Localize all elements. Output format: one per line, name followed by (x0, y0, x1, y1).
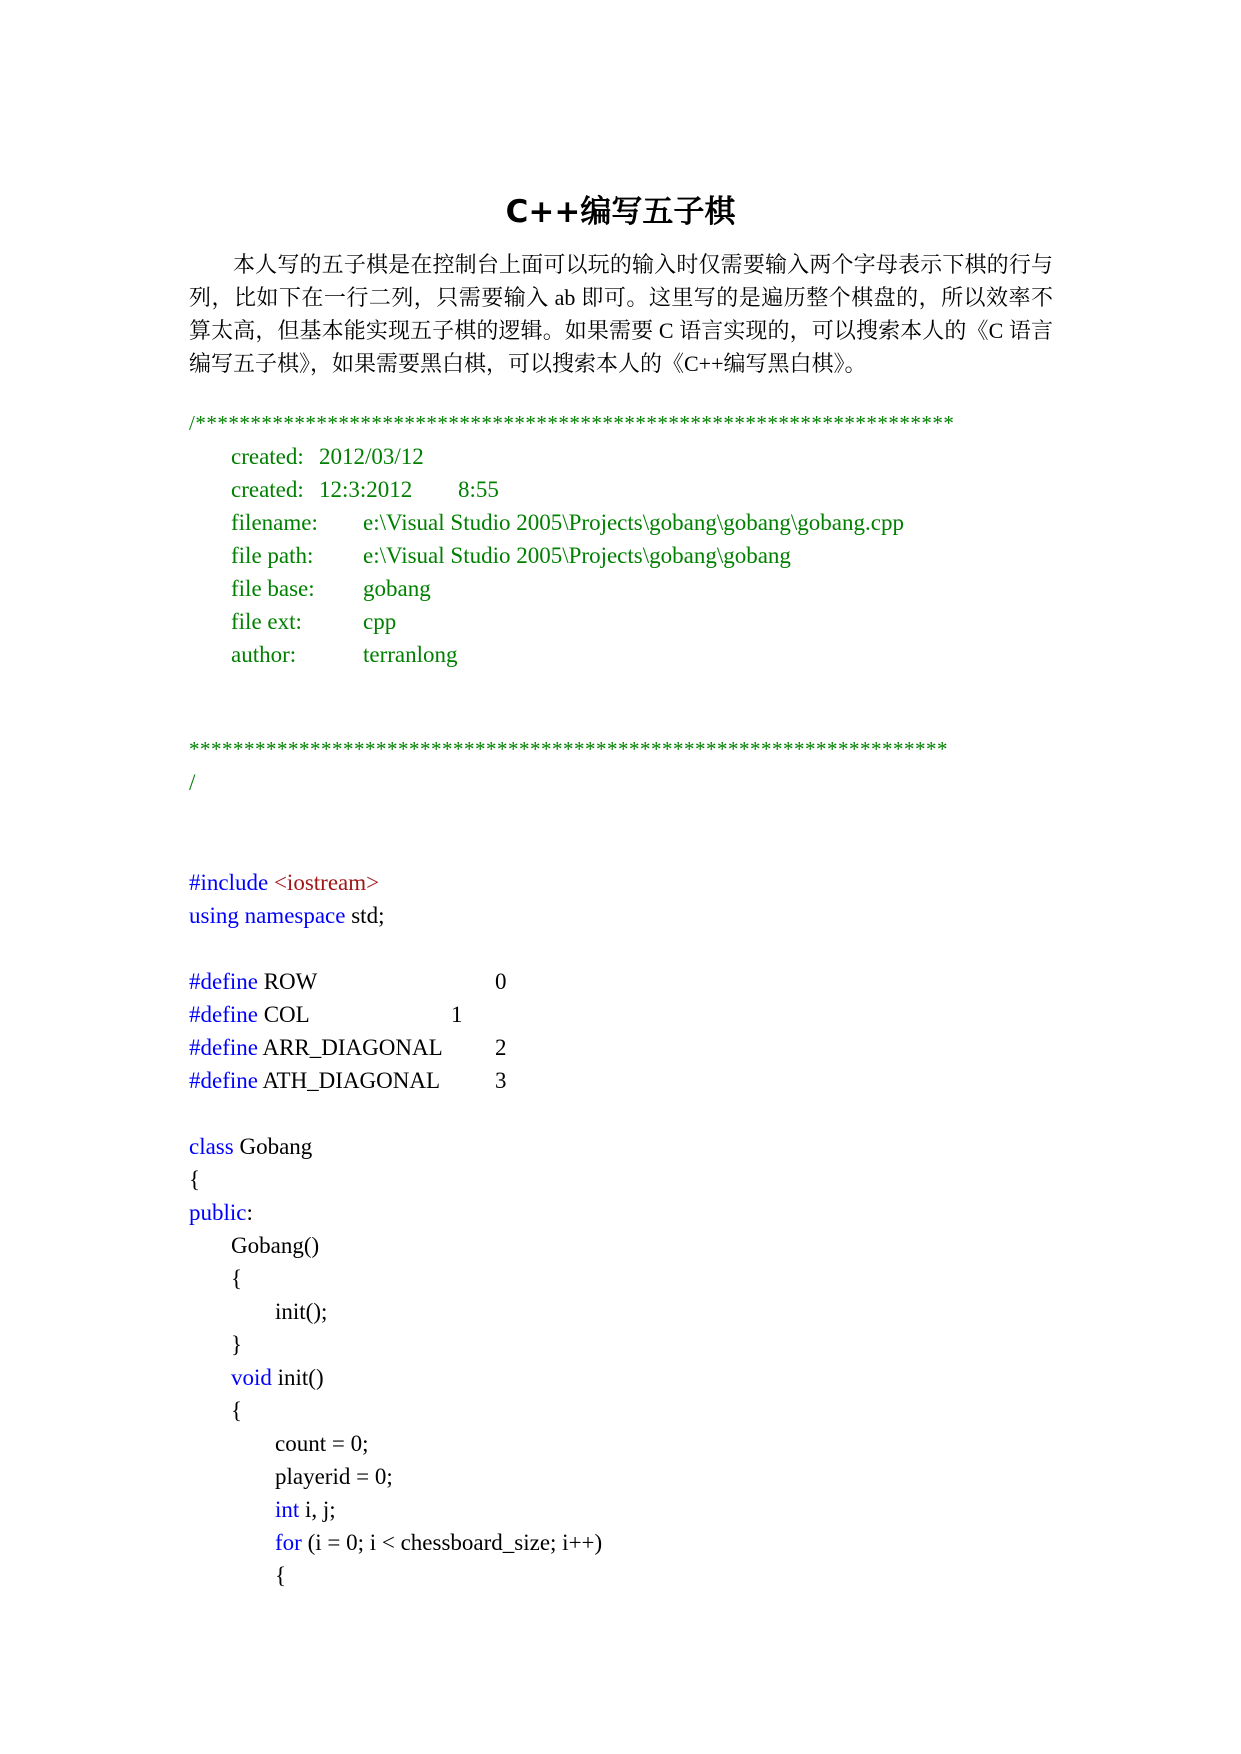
comment-label-filename: filename: (231, 510, 318, 535)
for-rest: (i = 0; i < chessboard_size; i++) (301, 1530, 603, 1555)
code-line-int-decl (275, 1493, 336, 1526)
code-line-void-init (231, 1361, 324, 1394)
class-keyword: class (189, 1134, 234, 1159)
code-line-ctor-close-brace: } (231, 1332, 243, 1357)
public-colon: : (246, 1200, 253, 1225)
code-line-using (189, 899, 384, 932)
include-keyword: #include (189, 870, 269, 895)
comment-value-created: 2012/03/12 (319, 444, 424, 469)
code-line-count: count = 0; (275, 1431, 369, 1456)
include-file: <iostream> (273, 870, 380, 895)
code-line-define-col (189, 998, 310, 1031)
code-line-class-open-brace: { (189, 1167, 201, 1192)
comment-close-slash: / (189, 770, 196, 795)
using-rest: std; (345, 903, 385, 928)
comment-label-created: created: (231, 444, 304, 469)
define-name: ARR_DIAGONAL (262, 1035, 443, 1060)
define-value: 3 (495, 1068, 507, 1093)
int-rest: i, j; (299, 1497, 336, 1522)
comment-value-created-2: 12:3:2012 (319, 477, 413, 502)
void-keyword: void (231, 1365, 272, 1390)
comment-label-author: author: (231, 642, 297, 667)
code-line-public (189, 1196, 253, 1229)
define-name: ATH_DIAGONAL (262, 1068, 441, 1093)
define-value: 1 (451, 1002, 463, 1027)
int-keyword: int (275, 1497, 300, 1522)
code-line-for-open-brace: { (275, 1563, 287, 1588)
code-line-include (189, 866, 379, 899)
class-name: Gobang (233, 1134, 313, 1159)
intro-paragraph: 本人写的五子棋是在控制台上面可以玩的输入时仅需要输入两个字母表示下棋的行与列，比如下在一行二列，只需要输入 ab 即可。这里写的是遍历整个棋盘的，所以效率不算太高，但基本能实现五子棋的逻辑。如果需要 C 语言实现的，可以搜索本人的《C 语言编写五子棋》，如果需要黑白棋，可以搜索本人的《C++编写黑白棋》。 (189, 252, 1053, 376)
for-keyword: for (275, 1530, 302, 1555)
code-line-constructor: Gobang() (231, 1233, 320, 1258)
define-keyword: #define (189, 969, 258, 994)
comment-value-filename: e:\Visual Studio 2005\Projects\gobang\gobang\gobang.cpp (363, 510, 904, 535)
comment-label-file-ext: file ext: (231, 609, 302, 634)
define-name: ROW (263, 969, 318, 994)
code-line-ctor-open-brace: { (231, 1266, 243, 1291)
comment-label-file-path: file path: (231, 543, 314, 568)
code-line-define-ath-diagonal (189, 1064, 440, 1097)
comment-value-file-path: e:\Visual Studio 2005\Projects\gobang\gobang (363, 543, 791, 568)
code-line-class (189, 1130, 312, 1163)
define-keyword: #define (189, 1068, 258, 1093)
using-keyword: using namespace (189, 903, 346, 928)
define-keyword: #define (189, 1002, 258, 1027)
code-line-playerid: playerid = 0; (275, 1464, 393, 1489)
define-keyword: #define (189, 1035, 258, 1060)
comment-value-author: terranlong (363, 642, 458, 667)
define-name: COL (263, 1002, 310, 1027)
public-keyword: public (189, 1200, 247, 1225)
code-line-init-open-brace: { (231, 1398, 243, 1423)
comment-top-border: /********************************************************************* (189, 411, 955, 435)
comment-value-file-ext: cpp (363, 609, 397, 634)
code-line-define-arr-diagonal (189, 1031, 443, 1064)
comment-value-file-base: gobang (363, 576, 431, 601)
comment-value-time: 8:55 (458, 477, 499, 502)
code-line-init-call: init(); (275, 1299, 328, 1324)
code-line-define-row (189, 965, 317, 998)
define-value: 2 (495, 1035, 507, 1060)
init-declaration: init() (271, 1365, 324, 1390)
comment-bottom-border: ********************************************************************* (189, 737, 948, 761)
comment-label-created-2: created: (231, 477, 304, 502)
define-value: 0 (495, 969, 507, 994)
comment-label-file-base: file base: (231, 576, 315, 601)
page-title: C++编写五子棋 (505, 194, 736, 230)
code-line-for (275, 1526, 602, 1559)
